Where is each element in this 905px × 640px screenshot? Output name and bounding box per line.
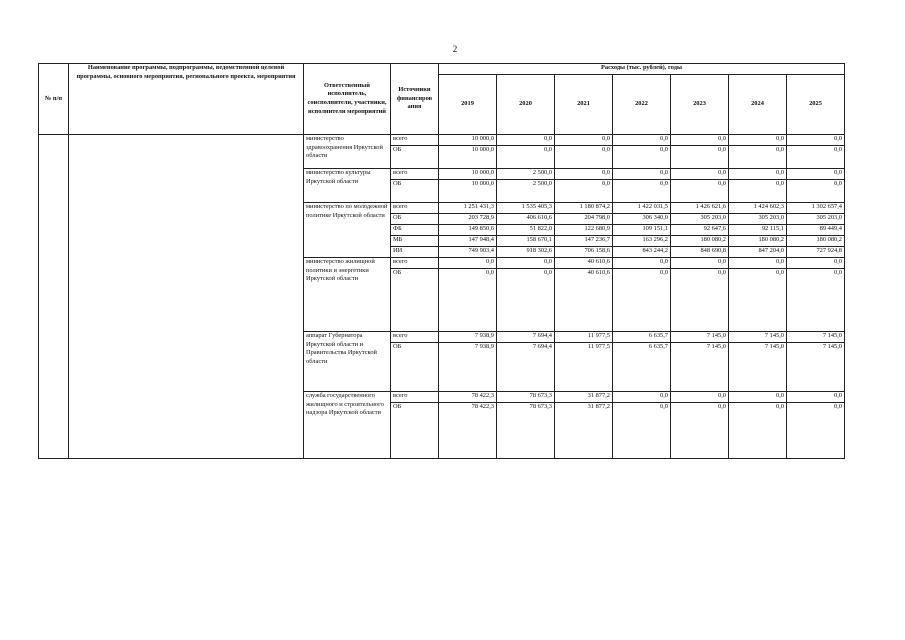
expense-value: 305 203,0 bbox=[671, 214, 729, 225]
funding-source: всего bbox=[391, 258, 439, 269]
expense-value: 0,0 bbox=[497, 269, 555, 332]
expense-value: 10 000,0 bbox=[439, 180, 497, 203]
expense-value: 0,0 bbox=[787, 146, 845, 169]
expense-value: 1 422 031,5 bbox=[613, 203, 671, 214]
expense-value: 0,0 bbox=[613, 169, 671, 180]
expense-value: 727 924,8 bbox=[787, 247, 845, 258]
expense-value: 0,0 bbox=[729, 180, 787, 203]
expense-value: 0,0 bbox=[729, 146, 787, 169]
expense-value: 6 635,7 bbox=[613, 332, 671, 343]
funding-source: всего bbox=[391, 332, 439, 343]
expense-value: 0,0 bbox=[439, 258, 497, 269]
expense-value: 848 690,8 bbox=[671, 247, 729, 258]
expense-value: 0,0 bbox=[613, 392, 671, 403]
expense-value: 7 938,9 bbox=[439, 332, 497, 343]
budget-table bbox=[38, 63, 845, 459]
funding-source: ОБ bbox=[391, 214, 439, 225]
header-num: № п/п bbox=[39, 64, 69, 135]
header-year: 2021 bbox=[555, 75, 613, 135]
row-number-cell bbox=[39, 135, 69, 459]
responsible-org: аппарат Губернатора Иркутской области и Правительства Иркутской области bbox=[304, 332, 391, 392]
funding-source: ФБ bbox=[391, 225, 439, 236]
expense-value: 163 296,2 bbox=[613, 236, 671, 247]
expense-value: 92 115,1 bbox=[729, 225, 787, 236]
expense-value: 0,0 bbox=[671, 269, 729, 332]
expense-value: 918 302,6 bbox=[497, 247, 555, 258]
responsible-org: министерство по молодежной политике Иркутской области bbox=[304, 203, 391, 258]
header-year: 2023 bbox=[671, 75, 729, 135]
expense-value: 0,0 bbox=[729, 135, 787, 146]
expense-value: 1 535 405,3 bbox=[497, 203, 555, 214]
expense-value: 7 938,9 bbox=[439, 343, 497, 392]
funding-source: ИИ bbox=[391, 247, 439, 258]
expense-value: 78 673,3 bbox=[497, 403, 555, 459]
expense-value: 7 145,0 bbox=[787, 343, 845, 392]
header-program-name: Наименование программы, подпрограммы, ведомственной целевой программы, основного мероприятия, регионального проекта, мероприятия bbox=[69, 64, 304, 135]
expense-value: 0,0 bbox=[671, 180, 729, 203]
expense-value: 0,0 bbox=[613, 135, 671, 146]
page-number: 2 bbox=[452, 44, 458, 54]
expense-value: 0,0 bbox=[729, 392, 787, 403]
expense-value: 180 080,2 bbox=[729, 236, 787, 247]
program-name-cell bbox=[69, 135, 304, 459]
expense-value: 10 000,0 bbox=[439, 135, 497, 146]
expense-value: 0,0 bbox=[613, 146, 671, 169]
expense-value: 0,0 bbox=[729, 258, 787, 269]
expense-value: 11 977,5 bbox=[555, 343, 613, 392]
expense-value: 7 145,0 bbox=[729, 343, 787, 392]
funding-source: ОБ bbox=[391, 146, 439, 169]
header-year: 2025 bbox=[787, 75, 845, 135]
header-year: 2022 bbox=[613, 75, 671, 135]
funding-source: всего bbox=[391, 203, 439, 214]
expense-value: 1 424 602,3 bbox=[729, 203, 787, 214]
expense-value: 78 422,3 bbox=[439, 403, 497, 459]
funding-source: ОБ bbox=[391, 403, 439, 459]
expense-value: 2 500,0 bbox=[497, 180, 555, 203]
expense-value: 7 145,0 bbox=[787, 332, 845, 343]
funding-source: ОБ bbox=[391, 180, 439, 203]
expense-value: 122 680,9 bbox=[555, 225, 613, 236]
expense-value: 1 426 621,6 bbox=[671, 203, 729, 214]
expense-value: 180 080,2 bbox=[671, 236, 729, 247]
expense-value: 147 236,7 bbox=[555, 236, 613, 247]
responsible-org: министерство жилищной политики и энергетики Иркутской области bbox=[304, 258, 391, 332]
expense-value: 0,0 bbox=[613, 258, 671, 269]
expense-value: 0,0 bbox=[787, 403, 845, 459]
expense-value: 204 798,0 bbox=[555, 214, 613, 225]
expense-value: 31 877,2 bbox=[555, 403, 613, 459]
expense-value: 180 080,2 bbox=[787, 236, 845, 247]
expense-value: 0,0 bbox=[787, 180, 845, 203]
expense-value: 0,0 bbox=[729, 403, 787, 459]
expense-value: 149 850,6 bbox=[439, 225, 497, 236]
funding-source: ОБ bbox=[391, 269, 439, 332]
expense-value: 31 877,2 bbox=[555, 392, 613, 403]
responsible-org: министерство здравоохранения Иркутской области bbox=[304, 135, 391, 169]
funding-source: МБ bbox=[391, 236, 439, 247]
expense-value: 11 977,5 bbox=[555, 332, 613, 343]
table-row bbox=[39, 135, 845, 146]
expense-value: 306 340,0 bbox=[613, 214, 671, 225]
expense-value: 0,0 bbox=[555, 169, 613, 180]
expense-value: 0,0 bbox=[787, 269, 845, 332]
responsible-org: министерство культуры Иркутской области bbox=[304, 169, 391, 203]
header-year: 2020 bbox=[497, 75, 555, 135]
expense-value: 0,0 bbox=[555, 135, 613, 146]
expense-value: 0,0 bbox=[729, 169, 787, 180]
expense-value: 0,0 bbox=[671, 258, 729, 269]
header-year: 2019 bbox=[439, 75, 497, 135]
expense-value: 0,0 bbox=[787, 392, 845, 403]
expense-value: 0,0 bbox=[671, 135, 729, 146]
expense-value: 7 145,0 bbox=[729, 332, 787, 343]
expense-value: 0,0 bbox=[787, 135, 845, 146]
funding-source: всего bbox=[391, 392, 439, 403]
funding-source: ОБ bbox=[391, 343, 439, 392]
expense-value: 0,0 bbox=[729, 269, 787, 332]
expense-value: 40 610,6 bbox=[555, 269, 613, 332]
expense-value: 843 244,2 bbox=[613, 247, 671, 258]
expense-value: 92 647,6 bbox=[671, 225, 729, 236]
expense-value: 158 670,1 bbox=[497, 236, 555, 247]
expense-value: 0,0 bbox=[671, 403, 729, 459]
expense-value: 6 635,7 bbox=[613, 343, 671, 392]
expense-value: 40 610,6 bbox=[555, 258, 613, 269]
expense-value: 0,0 bbox=[613, 403, 671, 459]
expense-value: 305 203,0 bbox=[787, 214, 845, 225]
expense-value: 749 903,4 bbox=[439, 247, 497, 258]
expense-value: 0,0 bbox=[555, 146, 613, 169]
expense-value: 847 204,0 bbox=[729, 247, 787, 258]
header-year: 2024 bbox=[729, 75, 787, 135]
expense-value: 2 500,0 bbox=[497, 169, 555, 180]
expense-value: 1 302 657,4 bbox=[787, 203, 845, 214]
expense-value: 78 673,3 bbox=[497, 392, 555, 403]
expense-value: 51 822,0 bbox=[497, 225, 555, 236]
expense-value: 0,0 bbox=[671, 169, 729, 180]
header-responsible: Ответственный исполнитель, соисполнители, участники, исполнители мероприятий bbox=[304, 64, 391, 135]
expense-value: 89 449,4 bbox=[787, 225, 845, 236]
expense-value: 0,0 bbox=[613, 180, 671, 203]
expense-value: 10 000,0 bbox=[439, 169, 497, 180]
expense-value: 147 948,4 bbox=[439, 236, 497, 247]
expense-value: 0,0 bbox=[671, 392, 729, 403]
expense-value: 406 610,6 bbox=[497, 214, 555, 225]
expense-value: 706 158,6 bbox=[555, 247, 613, 258]
expense-value: 7 694,4 bbox=[497, 343, 555, 392]
responsible-org: служба государственного жилищного и строительного надзора Иркутской области bbox=[304, 392, 391, 459]
expense-value: 203 728,9 bbox=[439, 214, 497, 225]
expense-value: 0,0 bbox=[497, 146, 555, 169]
expense-value: 0,0 bbox=[555, 180, 613, 203]
funding-source: всего bbox=[391, 169, 439, 180]
expense-value: 0,0 bbox=[613, 269, 671, 332]
expense-value: 1 251 431,3 bbox=[439, 203, 497, 214]
expense-value: 0,0 bbox=[787, 169, 845, 180]
expense-value: 10 000,0 bbox=[439, 146, 497, 169]
expense-value: 7 145,0 bbox=[671, 343, 729, 392]
expense-value: 1 180 874,2 bbox=[555, 203, 613, 214]
expense-value: 0,0 bbox=[497, 135, 555, 146]
expense-value: 305 203,0 bbox=[729, 214, 787, 225]
expense-value: 7 145,0 bbox=[671, 332, 729, 343]
expense-value: 78 422,3 bbox=[439, 392, 497, 403]
expense-value: 0,0 bbox=[439, 269, 497, 332]
header-expenses: Расходы (тыс. рублей), годы bbox=[439, 64, 845, 75]
funding-source: всего bbox=[391, 135, 439, 146]
expense-value: 109 151,1 bbox=[613, 225, 671, 236]
expense-value: 0,0 bbox=[497, 258, 555, 269]
header-funding-source: Источники финансиров ания bbox=[391, 64, 439, 135]
expense-value: 0,0 bbox=[671, 146, 729, 169]
expense-value: 7 694,4 bbox=[497, 332, 555, 343]
expense-value: 0,0 bbox=[787, 258, 845, 269]
